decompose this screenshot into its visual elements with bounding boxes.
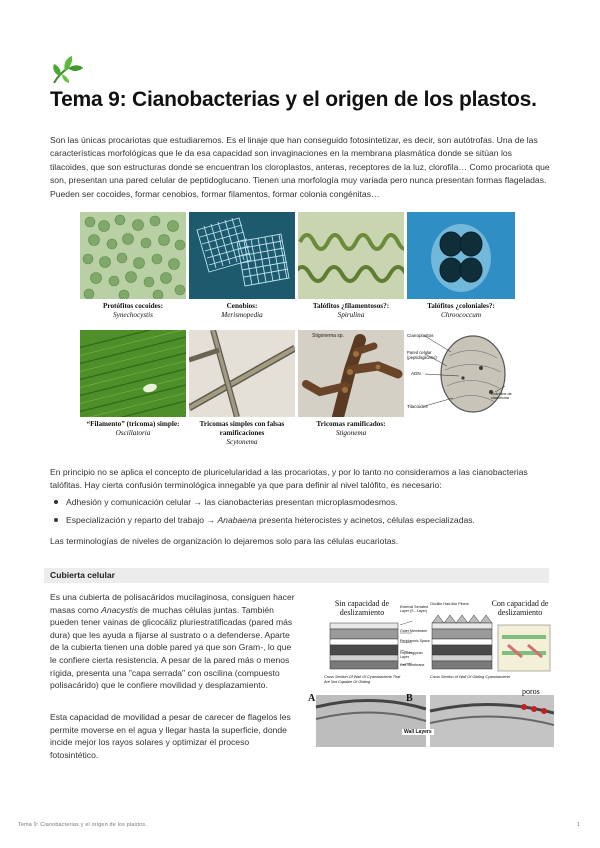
stigonema-label: Stigonema sp.	[312, 333, 344, 339]
section-heading-cubierta: Cubierta celular	[44, 568, 549, 583]
label-a: A	[308, 693, 316, 704]
caption-title: Talófitos ¿coloniales?:	[427, 302, 495, 310]
poros-label: poros	[522, 687, 540, 696]
em-label-tilacoides: Tilacoides	[407, 404, 428, 409]
movilidad-paragraph: Esta capacidad de movilidad a pesar de carecer de flagelos les permite moverse en el agua y llegar hasta la superficie, donde incide mejor los rayos solares y optimizar el proceso fotosintético.	[50, 712, 291, 760]
em-label-adn: ADN	[411, 371, 421, 376]
caption-species: Scytonema	[226, 438, 258, 446]
spirulina-image	[298, 212, 404, 299]
caption-title: Protófitos cocoides:	[103, 302, 163, 310]
em-label-granulos: Gránulos de cianoficina	[491, 392, 512, 401]
page-number: 1	[577, 822, 580, 828]
caption-synechocystis	[80, 302, 186, 320]
caption-oscillatoria	[80, 420, 186, 438]
caption-species: Chroococcum	[440, 311, 482, 319]
wall-title-right: Con capacidad de deslizamiento	[491, 599, 549, 617]
caption-species: Oscillatoria	[115, 429, 151, 437]
label-b: B	[406, 693, 413, 704]
oscillatoria-image	[80, 330, 186, 417]
cubierta-text-pre: Es una cubierta de polisacáridos mucilaginosa, consiguen hacer masas como	[50, 592, 295, 615]
caption-title: “Filamento” (tricoma) simple:	[86, 420, 180, 428]
scytonema-image	[189, 330, 295, 417]
leaf-logo-icon	[50, 54, 84, 84]
caption-title: Tricomas simples con falsas ramificaciones	[199, 420, 285, 437]
synechocystis-image	[80, 212, 186, 299]
layer-label-peptidoglycan: Peptidoglycan Layer	[400, 651, 423, 660]
layer-label-periplasmic: Periplasmic Space	[400, 639, 430, 643]
chroococcum-image	[407, 212, 515, 299]
stigonema-drawing	[298, 330, 404, 417]
anacystis-term: Anacystis	[101, 604, 138, 615]
layer-label-outer-membrane: Outer Membrane	[400, 629, 428, 633]
caption-species: Stigonema	[335, 429, 367, 437]
cyanobacteria-morphology-figure	[80, 212, 528, 458]
caption-species: Merismopedia	[221, 311, 263, 319]
em-label-pared: Pared celular (peptidoglicano)	[407, 350, 437, 360]
caption-merismopedia	[189, 302, 295, 320]
fibers-label: Oscillin Hair-like Fibers	[430, 602, 469, 606]
terminology-paragraph: Las terminologías de niveles de organización lo dejaremos solo para las células eucariotas.	[50, 536, 399, 546]
pluricellularity-paragraph: En principio no se aplica el concepto de pluricelularidad a las procariotas, y por lo tanto no consideramos a las cianobacterias talófitas. Hay cierta confusión terminológica innegable ya que para definir al nivel talófito, es necesario:	[50, 467, 528, 491]
wall-layers-label: Wall Layers	[404, 729, 432, 735]
list-item-species: Anabaena	[217, 515, 257, 525]
footer-title: Tema 9: Cianobacterias y el origen de los plastos.	[18, 822, 147, 828]
caption-species: Spirulina	[337, 311, 365, 319]
layer-label-cell-membrane: Cell Membrane	[400, 663, 425, 667]
layer-label-s-layer: External Serrated Layer (S - Layer)	[400, 605, 428, 614]
caption-scytonema	[189, 420, 295, 447]
list-item	[50, 514, 550, 532]
cubierta-text-post: de muchas células juntas. También pueden tener vainas de glicocáliz pluriestratificadas (pared más dura) que les ayuda a fijarse al sustrato o a defenderse. Aparte de la cubierta tienen una doble pared ya que son Gram-, lo que le confiere cierta resistencia. A pesar de la pared más o menos rígida, presenta una "capa serrada" con oscilina (compuesto polisacárido) que le confiere movilidad y desplazamiento.	[50, 604, 293, 691]
list-item-text: Adhesión y comunicación celular → las cianobacterias presentan microplasmodesmos.	[66, 497, 398, 507]
list-item	[50, 496, 550, 514]
merismopedia-image	[189, 212, 295, 299]
list-item-pre: Especialización y reparto del trabajo →	[66, 515, 218, 525]
stigonema-image	[298, 330, 404, 417]
caption-title: Tricomas ramificados:	[316, 420, 386, 428]
intro-paragraph: Son las únicas procariotas que estudiaremos. Es el linaje que han conseguido fotosintetizar, es decir, son autótrofas. Una de las características morfológicas que le da esa capacidad son invaginaciones en la membrana plasmática donde se sitúan los tilacoides, que son estructuras donde se encuentran los cloroplastos, anteras, receptores de la luz, clorofila… Como procariota que son, presentan una pared celular de peptidoglucano. Tienen una morfología muy variada pero nunca presentan formas flageladas. Pueden ser cocoides, formar cenobios, formar filamentos, formar colonia congénitas…	[50, 135, 550, 199]
caption-a: Cross Section Of Wall Of Cyanobacteria That Are Not Capable Of Gliding	[324, 675, 401, 684]
cubierta-paragraph	[50, 591, 298, 692]
caption-title: Cenobios:	[226, 302, 258, 310]
page-title: Tema 9: Cianobacterias y el origen de los plastos.	[50, 88, 537, 111]
thallophyte-requirements-list	[50, 496, 550, 532]
caption-title: Talófitos ¿filamentosos?:	[312, 302, 390, 310]
caption-chroococcum	[407, 302, 515, 320]
list-item-post: presenta heterocistes y acinetos, células especializadas.	[256, 515, 475, 525]
em-label-cianoplastos: Cianoplastos	[407, 333, 434, 338]
wall-title-left: Sin capacidad de deslizamiento	[334, 599, 390, 617]
caption-spirulina	[298, 302, 404, 320]
caption-species: Synechocystis	[113, 311, 153, 319]
cyanobacteria-em-image	[407, 330, 515, 417]
caption-stigonema	[298, 420, 404, 438]
caption-b: Cross Section of Wall Of Gliding Cyanobacteria	[430, 675, 510, 679]
cell-wall-figure	[302, 597, 554, 757]
